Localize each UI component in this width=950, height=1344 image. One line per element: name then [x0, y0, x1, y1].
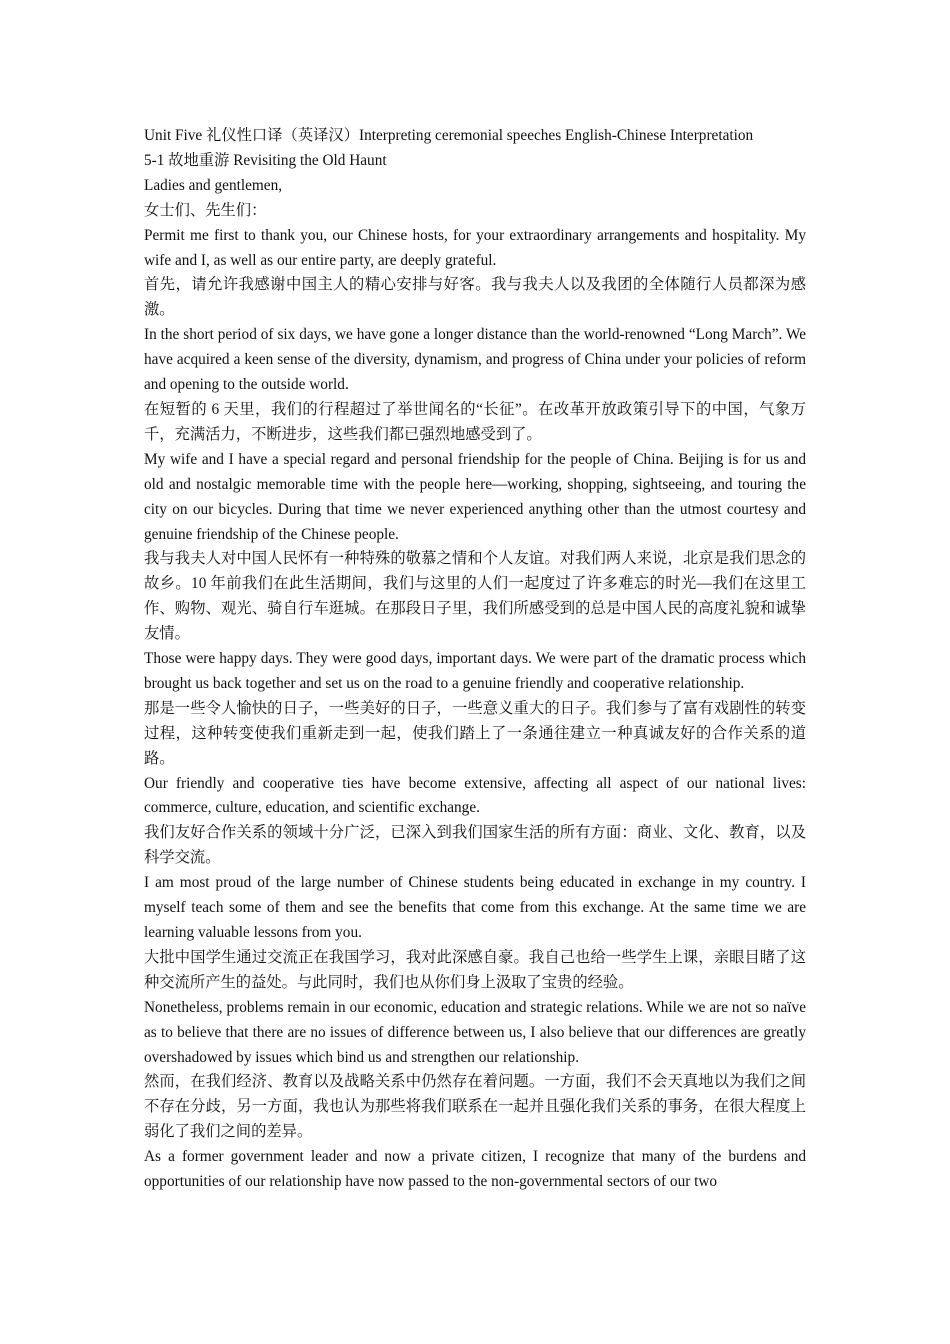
paragraph-en-5: Our friendly and cooperative ties have become extensive, affecting all aspect of our national lives: commerce, culture, education, and scientific exchange.	[144, 774, 806, 817]
paragraph-zh-5: 我们友好合作关系的领域十分广泛，已深入到我们国家生活的所有方面：商业、文化、教育，以及科学交流。	[144, 824, 806, 867]
paragraph-en-1: Permit me first to thank you, our Chinese hosts, for your extraordinary arrangements and hospitality. My wife and I, as well as our entire party, are deeply grateful.	[144, 226, 806, 269]
paragraph-en-4: Those were happy days. They were good days, important days. We were part of the dramatic process which brought us back together and set us on the road to a genuine friendly and cooperative relationship.	[144, 650, 806, 692]
paragraph-zh-4: 那是一些令人愉快的日子，一些美好的日子，一些意义重大的日子。我们参与了富有戏剧性的转变过程，这种转变使我们重新走到一起，使我们踏上了一条通往建立一种真诚友好的合作关系的道路。	[144, 699, 806, 767]
paragraph-zh-2: 在短暂的 6 天里，我们的行程超过了举世闻名的“长征”。在改革开放政策引导下的中国，气象万千，充满活力，不断进步，这些我们都已强烈地感受到了。	[144, 400, 806, 443]
paragraph-zh-3: 我与我夫人对中国人民怀有一种特殊的敬慕之情和个人友谊。对我们两人来说，北京是我们思念的故乡。10 年前我们在此生活期间，我们与这里的人们一起度过了许多难忘的时光—我们在这里工作、购物、观光、骑自行车逛城。在那段日子里，我们所感受到的总是中国人民的高度礼貌和诚挚友情。	[144, 550, 806, 643]
paragraph-zh-6: 大批中国学生通过交流正在我国学习，我对此深感自豪。我自己也给一些学生上课，亲眼目睹了这种交流所产生的益处。与此同时，我们也从你们身上汲取了宝贵的经验。	[144, 948, 806, 991]
salutation-chinese: 女士们、先生们：	[144, 201, 267, 219]
section-subheading: 5-1 故地重游 Revisiting the Old Haunt	[144, 151, 387, 169]
paragraph-en-2: In the short period of six days, we have gone a longer distance than the world-renowned “Long March”. We have acquired a keen sense of the diversity, dynamism, and progress of China under your policies of reform and opening to the outside world.	[144, 326, 806, 394]
paragraph-en-6: I am most proud of the large number of Chinese students being educated in exchange in my country. I myself teach some of them and see the benefits that come from this exchange. At the same time we are learning valuable lessons from you.	[144, 874, 806, 941]
paragraph-en-3: My wife and I have a special regard and personal friendship for the people of China. Beijing is for us and old and nostalgic memorable time with the people here—working, shopping, sightseeing, and touring the city on our bicycles. During that time we never experienced anything other than the utmost courtesy and genuine friendship of the Chinese people.	[144, 450, 806, 543]
paragraph-zh-7: 然而，在我们经济、教育以及战略关系中仍然存在着问题。一方面，我们不会天真地以为我们之间不存在分歧，另一方面，我也认为那些将我们联系在一起并且强化我们关系的事务，在很大程度上弱化了我们之间的差异。	[144, 1073, 806, 1141]
document-page	[144, 124, 806, 1195]
paragraph-en-8: As a former government leader and now a private citizen, I recognize that many of the burdens and opportunities of our relationship have now passed to the non-governmental sectors of our two	[144, 1148, 806, 1191]
paragraph-en-7: Nonetheless, problems remain in our economic, education and strategic relations. While we are not so naïve as to believe that there are no issues of difference between us, I also believe that our differences are greatly overshadowed by issues which bind us and strengthen our relationship.	[144, 998, 806, 1066]
paragraph-zh-1: 首先，请允许我感谢中国主人的精心安排与好客。我与我夫人以及我团的全体随行人员都深为感激。	[144, 276, 806, 319]
document-heading: Unit Five 礼仪性口译（英译汉）Interpreting ceremonial speeches English-Chinese Interpretation	[144, 127, 754, 144]
salutation-english: Ladies and gentlemen,	[144, 176, 283, 194]
